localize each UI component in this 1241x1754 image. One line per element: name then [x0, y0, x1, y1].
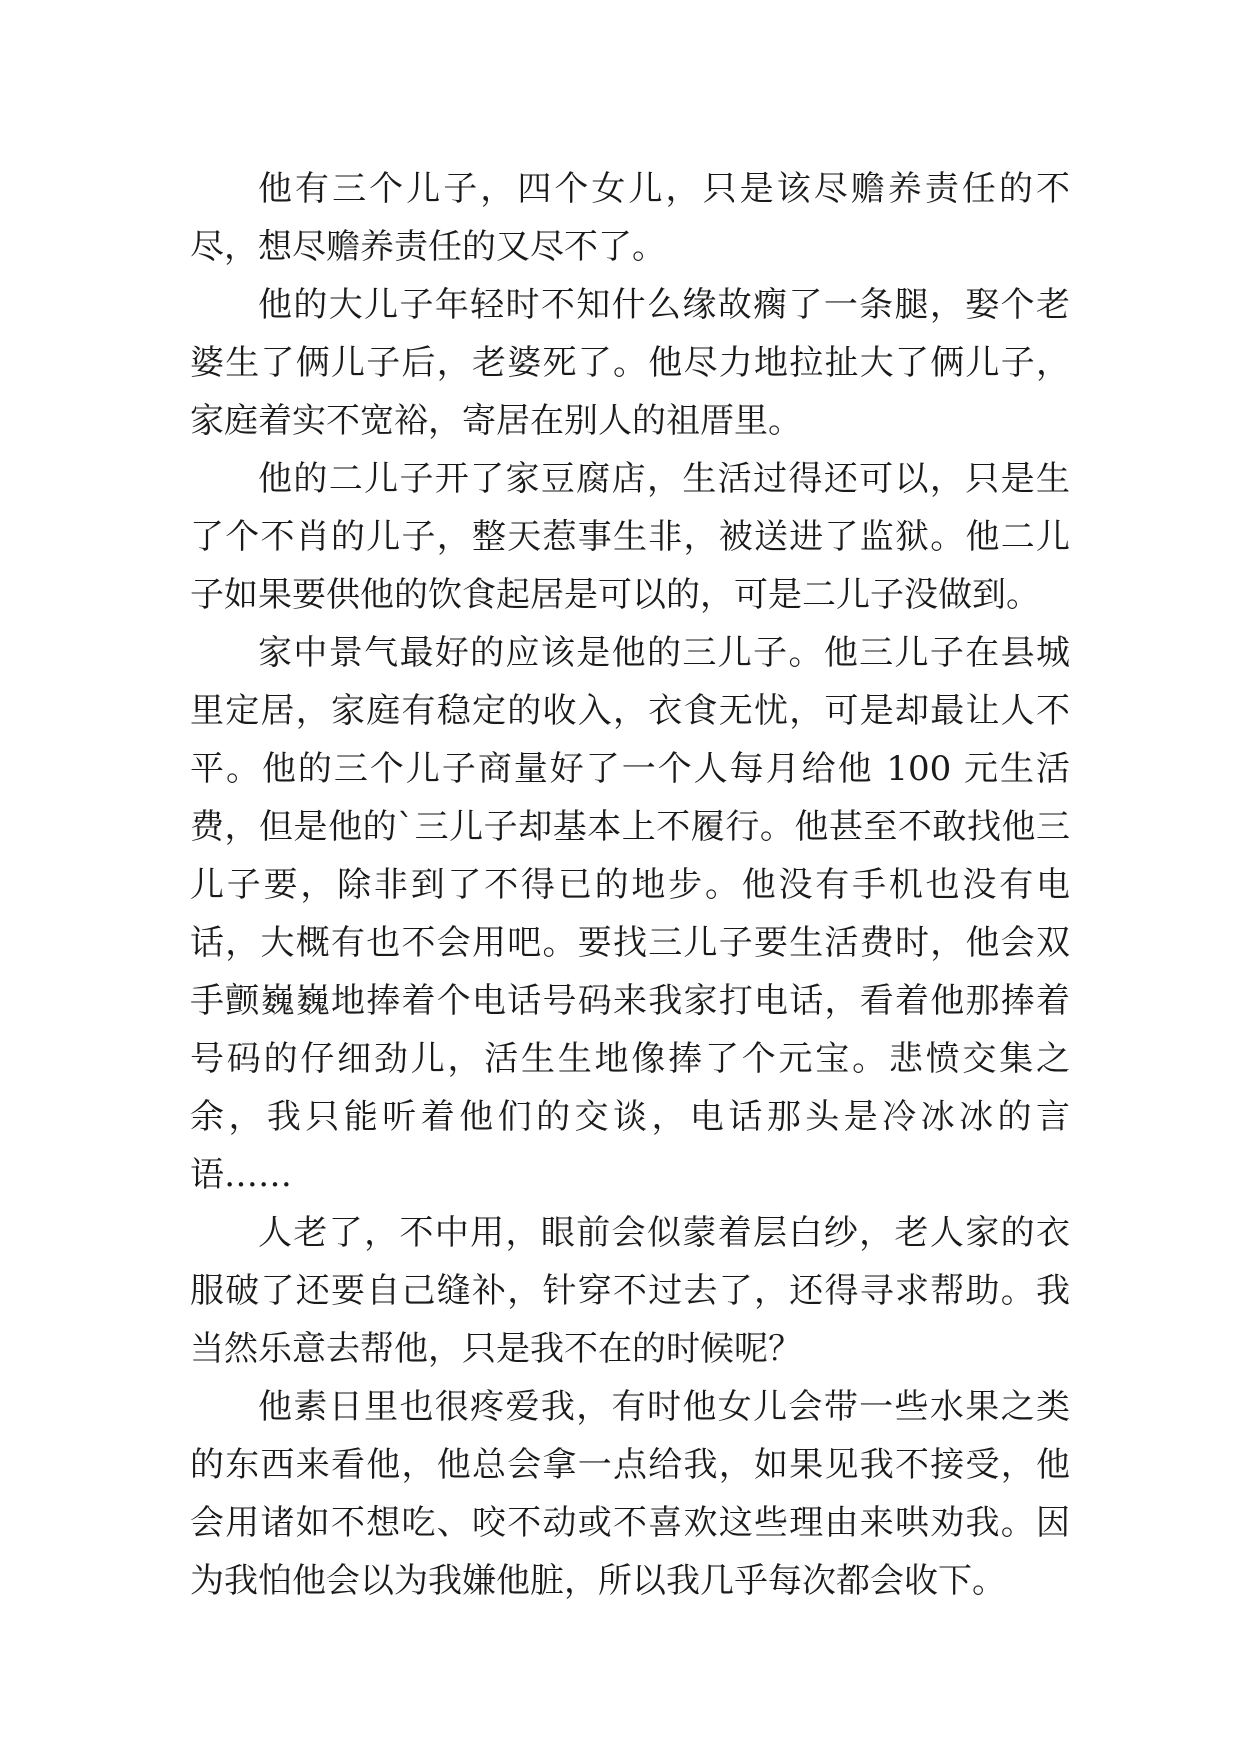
- paragraph: 他素日里也很疼爱我，有时他女儿会带一些水果之类的东西来看他，他总会拿一点给我，如果见我不接受，他会用诸如不想吃、咬不动或不喜欢这些理由来哄劝我。因为我怕他会以为我嫌他脏，所以我几乎每次都会收下。: [190, 1387, 1070, 1601]
- paragraph: 他有三个儿子，四个女儿，只是该尽赡养责任的不尽，想尽赡养责任的又尽不了。: [190, 169, 1070, 267]
- paragraph: 他的二儿子开了家豆腐店，生活过得还可以，只是生了个不肖的儿子，整天惹事生非，被送进了监狱。他二儿子如果要供他的饮食起居是可以的，可是二儿子没做到。: [190, 459, 1070, 615]
- document-body: [190, 160, 1070, 1610]
- paragraph: 人老了，不中用，眼前会似蒙着层白纱，老人家的衣服破了还要自己缝补，针穿不过去了，还得寻求帮助。我当然乐意去帮他，只是我不在的时候呢？: [190, 1213, 1070, 1369]
- paragraph: 家中景气最好的应该是他的三儿子。他三儿子在县城里定居，家庭有稳定的收入，衣食无忧，可是却最让人不平。他的三个儿子商量好了一个人每月给他 100 元生活费，但是他的`三儿子却基本上不履行。他甚至不敢找他三儿子要，除非到了不得已的地步。他没有手机也没有电话，大概有也不会用吧。要找三儿子要生活费时，他会双手颤巍巍地捧着个电话号码来我家打电话，看着他那捧着号码的仔细劲儿，活生生地像捧了个元宝。悲愤交集之余，我只能听着他们的交谈，电话那头是冷冰冰的言语……: [190, 633, 1070, 1195]
- paragraph: 他的大儿子年轻时不知什么缘故瘸了一条腿，娶个老婆生了俩儿子后，老婆死了。他尽力地拉扯大了俩儿子，家庭着实不宽裕，寄居在别人的祖厝里。: [190, 285, 1070, 441]
